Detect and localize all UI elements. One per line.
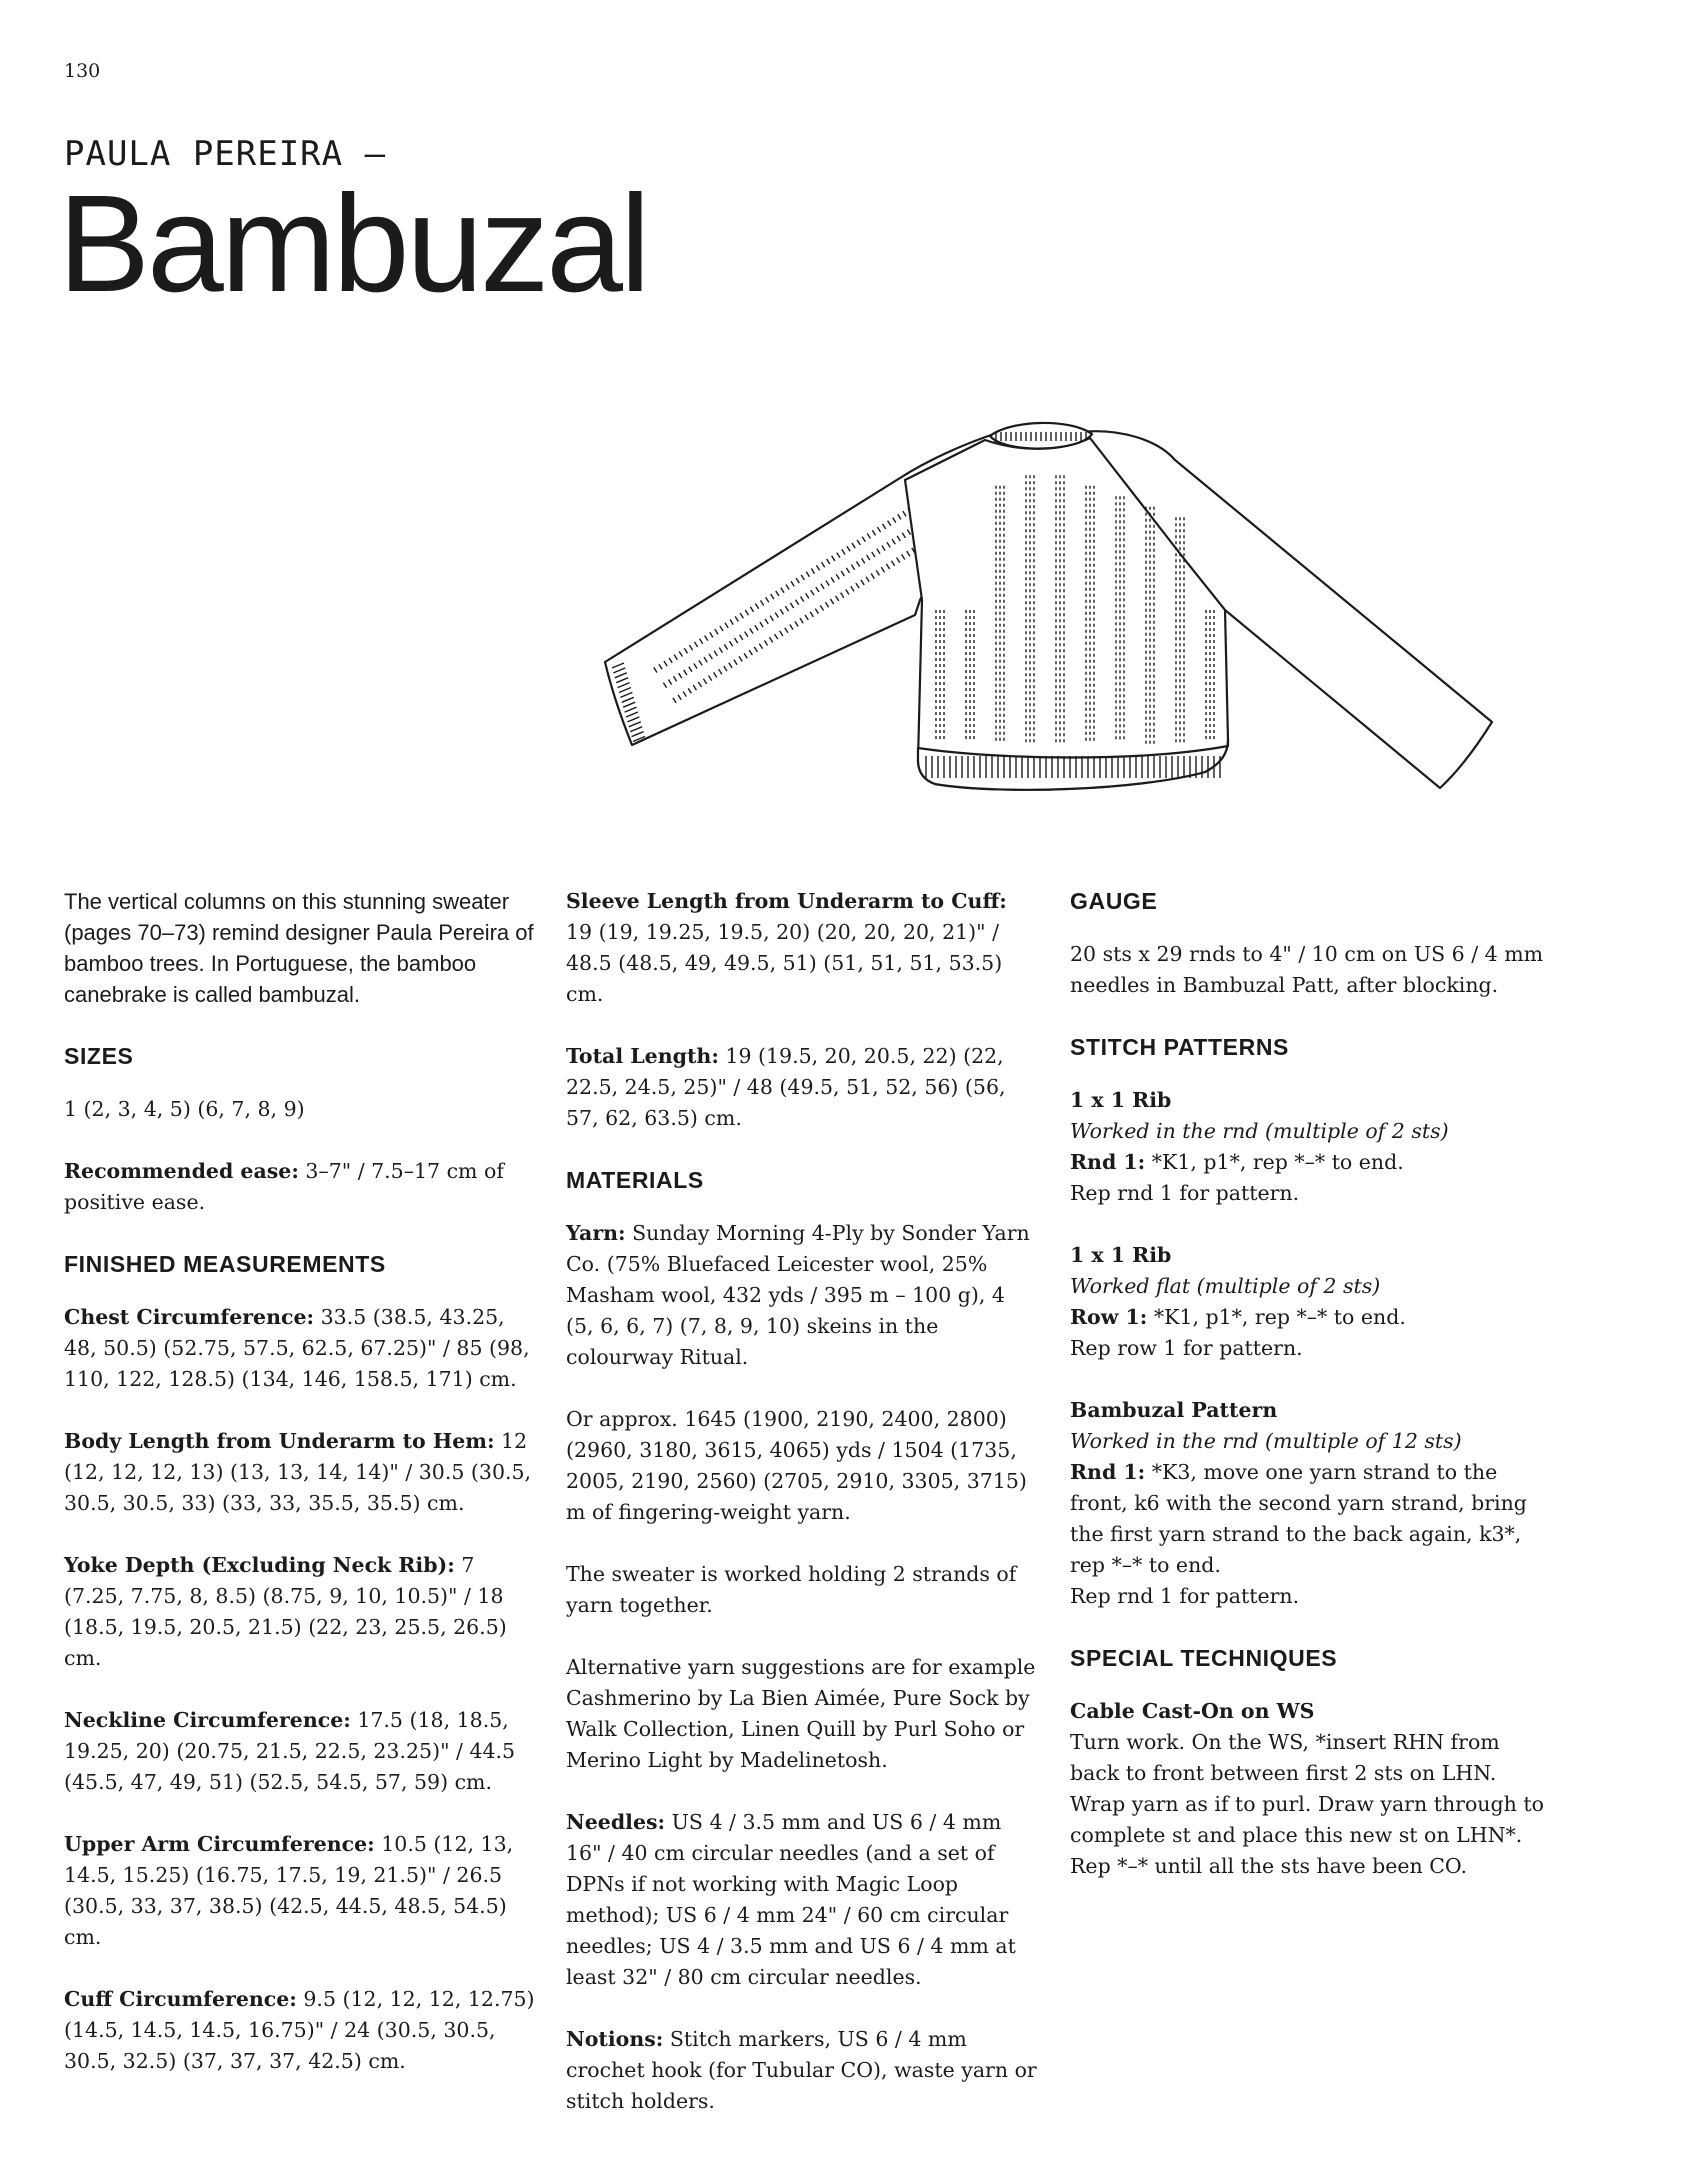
rib-in-round: 1 x 1 Rib Worked in the rnd (multiple of 2 sts) Rnd 1: *K1, p1*, rep *–* to end. Rep rnd 1 for pattern. xyxy=(1070,1088,1449,1205)
materials-heading: MATERIALS xyxy=(566,1167,704,1193)
gauge-heading: GAUGE xyxy=(1070,888,1158,914)
cuff-circumference: Cuff Circumference: 9.5 (12, 12, 12, 12.75) (14.5, 14.5, 14.5, 16.75)" / 24 (30.5, 30.5, 30.5, 32.5) (37, 37, 37, 42.5) cm. xyxy=(64,1987,535,2073)
total-length: Total Length: 19 (19.5, 20, 20.5, 22) (22, 22.5, 24.5, 25)" / 48 (49.5, 51, 52, 56) (56, 57, 62, 63.5) cm. xyxy=(566,1044,1006,1130)
column-right xyxy=(1070,886,1550,1913)
sweater-illustration xyxy=(595,420,1505,815)
column-middle xyxy=(566,886,1038,2148)
sleeve-length: Sleeve Length from Underarm to Cuff: 19 (19, 19.25, 19.5, 20) (20, 20, 20, 21)" / 48.5 (48.5, 49, 49.5, 51) (51, 51, 51, 53.5) cm. xyxy=(566,889,1007,1006)
sizes-list: 1 (2, 3, 4, 5) (6, 7, 8, 9) xyxy=(64,1097,305,1121)
intro-text: The vertical columns on this stunning sweater (pages 70–73) remind designer Paula Pereira of bamboo trees. In Portuguese, the bamboo canebrake is called bambuzal. xyxy=(64,889,534,1007)
yoke-depth: Yoke Depth (Excluding Neck Rib): 7 (7.25, 7.75, 8, 8.5) (8.75, 9, 10, 10.5)" / 18 (18.5, 19.5, 20.5, 21.5) (22, 23, 25.5, 26.5) cm. xyxy=(64,1553,507,1670)
bambuzal-pattern: Bambuzal Pattern Worked in the rnd (multiple of 12 sts) Rnd 1: *K3, move one yarn strand to the front, k6 with the second yarn strand, bring the first yarn strand to the back again, k3*, rep *–* to end. Rep rnd 1 for pattern. xyxy=(1070,1398,1527,1608)
strands-note: The sweater is worked holding 2 strands of yarn together. xyxy=(566,1562,1017,1617)
needles-info: Needles: US 4 / 3.5 mm and US 6 / 4 mm 16" / 40 cm circular needles (and a set of DPNs if not working with Magic Loop method); US 6 / 4 mm 24" / 60 cm circular needles; US 4 / 3.5 mm and US 6 / 4 mm at least 32" / 80 cm circular needles. xyxy=(566,1810,1016,1989)
stitch-patterns-heading: STITCH PATTERNS xyxy=(1070,1034,1289,1060)
neckline-circumference: Neckline Circumference: 17.5 (18, 18.5, 19.25, 20) (20.75, 21.5, 22.5, 23.25)" / 44.5 (45.5, 47, 49, 51) (52.5, 54.5, 57, 59) cm. xyxy=(64,1708,516,1794)
recommended-ease: Recommended ease: 3–7" / 7.5–17 cm of positive ease. xyxy=(64,1159,504,1214)
page-number: 130 xyxy=(64,60,101,82)
finished-heading: FINISHED MEASUREMENTS xyxy=(64,1251,386,1277)
pattern-title: Bambuzal xyxy=(58,167,648,321)
designer-name: PAULA PEREIRA — xyxy=(64,134,387,174)
chest-circumference: Chest Circumference: 33.5 (38.5, 43.25, 48, 50.5) (52.75, 57.5, 62.5, 67.25)" / 85 (98, 110, 122, 128.5) (134, 146, 158.5, 171) cm. xyxy=(64,1305,530,1391)
upper-arm-circumference: Upper Arm Circumference: 10.5 (12, 13, 14.5, 15.25) (16.75, 17.5, 19, 21.5)" / 26.5 (30.5, 33, 37, 38.5) (42.5, 44.5, 48.5, 54.5) cm. xyxy=(64,1832,514,1949)
gauge-text: 20 sts x 29 rnds to 4" / 10 cm on US 6 / 4 mm needles in Bambuzal Patt, after blocking. xyxy=(1070,942,1544,997)
alternative-yarns: Alternative yarn suggestions are for example Cashmerino by La Bien Aimée, Pure Sock by Walk Collection, Linen Quill by Purl Soho or Merino Light by Madelinetosh. xyxy=(566,1655,1036,1772)
yarn-info: Yarn: Sunday Morning 4-Ply by Sonder Yarn Co. (75% Bluefaced Leicester wool, 25% Masham wool, 432 yds / 395 m – 100 g), 4 (5, 6, 6, 7) (7, 8, 9, 10) skeins in the colourway Ritual. xyxy=(566,1221,1030,1369)
sizes-heading: SIZES xyxy=(64,1043,134,1069)
special-techniques-heading: SPECIAL TECHNIQUES xyxy=(1070,1645,1338,1671)
yarn-approx: Or approx. 1645 (1900, 2190, 2400, 2800) (2960, 3180, 3615, 4065) yds / 1504 (1735, 2005, 2190, 2560) (2705, 2910, 3305, 3715) m of fingering-weight yarn. xyxy=(566,1407,1027,1524)
rib-flat: 1 x 1 Rib Worked flat (multiple of 2 sts) Row 1: *K1, p1*, rep *–* to end. Rep row 1 for pattern. xyxy=(1070,1243,1406,1360)
notions-info: Notions: Stitch markers, US 6 / 4 mm crochet hook (for Tubular CO), waste yarn or stitch holders. xyxy=(566,2027,1037,2113)
column-left xyxy=(64,886,536,2108)
cable-cast-on: Cable Cast-On on WS Turn work. On the WS, *insert RHN from back to front between first 2 sts on LHN. Wrap yarn as if to purl. Draw yarn through to complete st and place this new st on LHN*. Rep *–* until all the sts have been CO. xyxy=(1070,1699,1544,1878)
body-length: Body Length from Underarm to Hem: 12 (12, 12, 12, 13) (13, 13, 14, 14)" / 30.5 (30.5, 30.5, 30.5, 33) (33, 33, 35.5, 35.5) cm. xyxy=(64,1429,532,1515)
